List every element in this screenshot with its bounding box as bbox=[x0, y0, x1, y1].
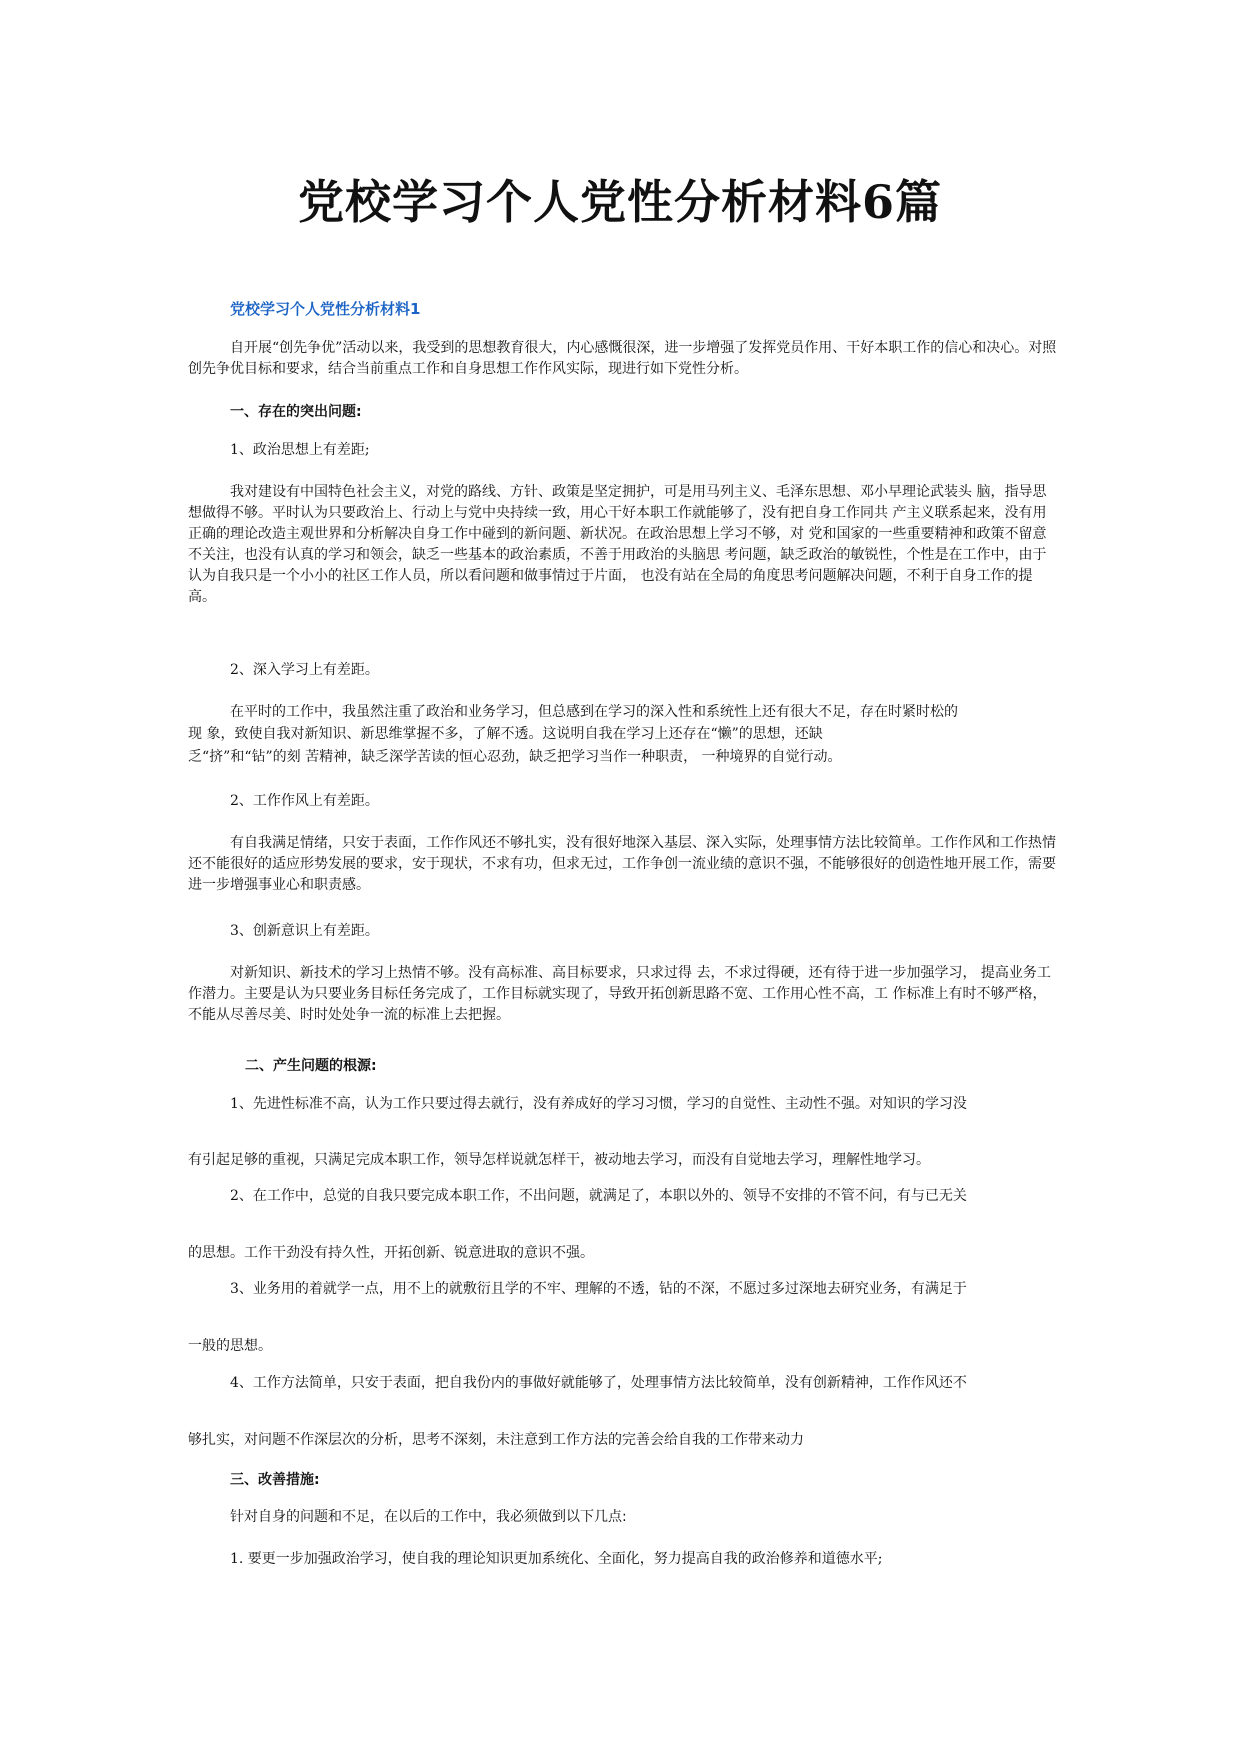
intro-paragraph: 自开展“创先争优”活动以来，我受到的思想教育很大，内心感慨很深，进一步增强了发挥党员作用、干好本职工作的信心和决心。对照创先争优目标和要求，结合当前重点工作和自身思想工作作风实际，现进行如下党性分析。 bbox=[188, 340, 1057, 377]
heading-root-causes: 二、产生问题的根源: bbox=[245, 1058, 377, 1074]
heading-problems: 一、存在的突出问题: bbox=[230, 404, 362, 420]
cause3-line-1: 3、业务用的着就学一点，用不上的就敷衍且学的不牢、理解的不透，钻的不深，不愿过多过深地去研究业务，有满足于 bbox=[230, 1281, 967, 1297]
heading-measures: 三、改善措施: bbox=[230, 1472, 320, 1488]
item3-body: 有自我满足情绪，只安于表面，工作作风还不够扎实，没有很好地深入基层、深入实际，处理事情方法比较简单。工作作风和工作热情还不能很好的适应形势发展的要求，安于现状，不求有功，但求无过，工作争创一流业绩的意识不强，不能够很好的创造性地开展工作，需要进一步增强事业心和职责感。 bbox=[188, 835, 1056, 893]
item2-line-2: 现 象，致使自我对新知识、新思维掌握不多，了解不透。这说明自我在学习上还存在“懒”的思想，还缺 bbox=[188, 726, 823, 742]
section-subtitle: 党校学习个人党性分析材料1 bbox=[230, 300, 421, 318]
item1-title: 1、政治思想上有差距; bbox=[230, 442, 370, 458]
measure-1: 1. 要更一步加强政治学习，使自我的理论知识更加系统化、全面化，努力提高自我的政治修养和道德水平; bbox=[230, 1551, 883, 1567]
item2-line-3: 乏“挤”和“钻”的刻 苦精神，缺乏深学苦读的恒心忍劲，缺乏把学习当作一种职责， 一种境界的自觉行动。 bbox=[188, 749, 842, 765]
cause3-line-2: 一般的思想。 bbox=[188, 1338, 272, 1354]
item2-line-1: 在平时的工作中，我虽然注重了政治和业务学习，但总感到在学习的深入性和系统性上还有很大不足，存在时紧时松的 bbox=[230, 704, 958, 720]
measures-lead: 针对自身的问题和不足，在以后的工作中，我必须做到以下几点: bbox=[230, 1509, 627, 1525]
item2-title: 2、深入学习上有差距。 bbox=[230, 662, 379, 678]
cause2-line-2: 的思想。工作干劲没有持久性，开拓创新、锐意进取的意识不强。 bbox=[188, 1245, 594, 1261]
item4-title: 3、创新意识上有差距。 bbox=[230, 923, 379, 939]
cause4-line-2: 够扎实，对问题不作深层次的分析，思考不深刻，未注意到工作方法的完善会给自我的工作带来动力 bbox=[188, 1432, 804, 1448]
item3-title: 2、工作作风上有差距。 bbox=[230, 793, 379, 809]
cause2-line-1: 2、在工作中，总觉的自我只要完成本职工作，不出问题，就满足了，本职以外的、领导不安排的不管不问，有与已无关 bbox=[230, 1188, 967, 1204]
cause4-line-1: 4、工作方法简单，只安于表面，把自我份内的事做好就能够了，处理事情方法比较简单，没有创新精神，工作作风还不 bbox=[230, 1375, 967, 1391]
cause1-line-2: 有引起足够的重视，只满足完成本职工作，领导怎样说就怎样干，被动地去学习，而没有自觉地去学习，理解性地学习。 bbox=[188, 1152, 930, 1168]
item4-body: 对新知识、新技术的学习上热情不够。没有高标准、高目标要求，只求过得 去，不求过得硬，还有待于进一步加强学习， 提高业务工作潜力。主要是认为只要业务目标任务完成了，工作目标就实现了，导致开拓创新思路不宽、工作用心性不高，工 作标准上有时不够严格，不能从尽善尽美、时时处处争一流的标准上去把握。 bbox=[188, 965, 1051, 1023]
cause1-line-1: 1、先进性标准不高，认为工作只要过得去就行，没有养成好的学习习惯，学习的自觉性、主动性不强。对知识的学习没 bbox=[230, 1096, 967, 1112]
document-title: 党校学习个人党性分析材料6篇 bbox=[297, 175, 942, 229]
item1-body: 我对建设有中国特色社会主义，对党的路线、方针、政策是坚定拥护，可是用马列主义、毛泽东思想、邓小早理论武装头 脑，指导思想做得不够。平时认为只要政治上、行动上与党中央持续一致，用心干好本职工作就能够了，没有把自身工作同共 产主义联系起来，没有用正确的理论改造主观世界和分析解决自身工作中碰到的新问题、新状况。在政治思想上学习不够，对 党和国家的一些重要精神和政策不留意不关注，也没有认真的学习和领会，缺乏一些基本的政治素质，不善于用政治的头脑思 考问题，缺乏政治的敏锐性，个性是在工作中，由于认为自我只是一个小小的社区工作人员，所以看问题和做事情过于片面， 也没有站在全局的角度思考问题解决问题，不利于自身工作的提高。 bbox=[188, 484, 1047, 605]
